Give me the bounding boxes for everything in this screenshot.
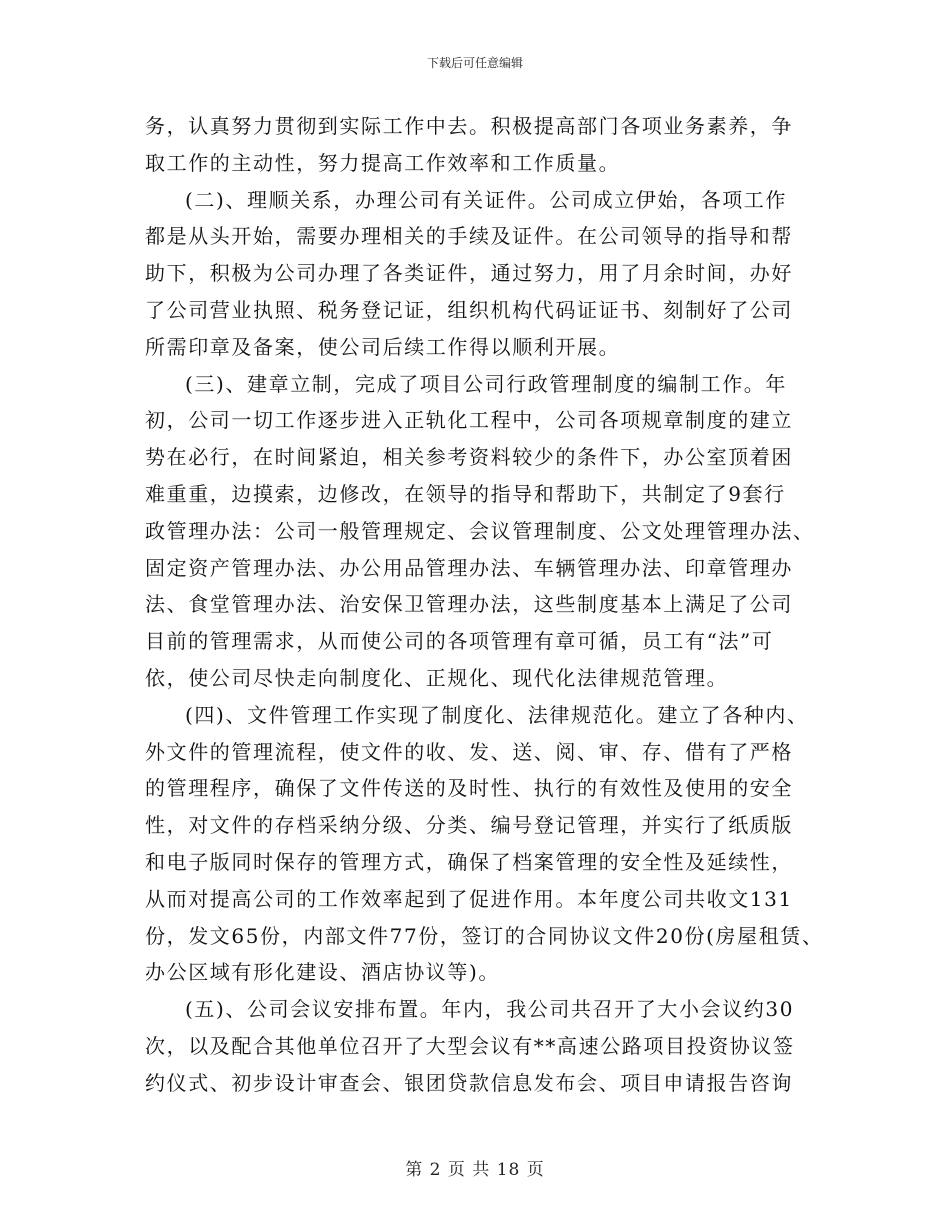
page-footer: 第 2 页 共 18 页	[405, 1160, 545, 1180]
text-line: 取工作的主动性，努力提高工作效率和工作质量。	[145, 150, 621, 175]
text-line: 固定资产管理办法、办公用品管理办法、车辆管理办法、印章管理办	[145, 555, 793, 580]
text-line: 政管理办法：公司一般管理规定、会议管理制度、公文处理管理办法、	[145, 518, 815, 543]
text-line: (二)、理顺关系，办理公司有关证件。公司成立伊始，各项工作	[185, 187, 788, 212]
text-line: 性，对文件的存档采纳分级、分类、编号登记管理，并实行了纸质版	[145, 813, 793, 838]
text-line: 初，公司一切工作逐步进入正轨化工程中，公司各项规章制度的建立	[145, 408, 793, 433]
text-line: 办公区域有形化建设、酒店协议等)。	[145, 960, 501, 985]
document-body	[145, 108, 835, 1102]
text-line: 都是从头开始，需要办理相关的手续及证件。在公司领导的指导和帮	[145, 224, 793, 249]
text-line: 了公司营业执照、税务登记证，组织机构代码证证书、刻制好了公司	[145, 297, 793, 322]
text-line: 和电子版同时保存的管理方式，确保了档案管理的安全性及延续性，	[145, 849, 793, 874]
text-line: (四)、文件管理工作实现了制度化、法律规范化。建立了各种内、	[185, 702, 809, 727]
text-line: 约仪式、初步设计审查会、银团贷款信息发布会、项目申请报告咨询	[145, 1070, 793, 1095]
text-line: 外文件的管理流程，使文件的收、发、送、阅、审、存、借有了严格	[145, 739, 793, 764]
text-line: 助下，积极为公司办理了各类证件，通过努力，用了月余时间，办好	[145, 261, 793, 286]
text-line: 法、食堂管理办法、治安保卫管理办法，这些制度基本上满足了公司	[145, 592, 793, 617]
text-line: 的管理程序，确保了文件传送的及时性、执行的有效性及使用的安全	[145, 776, 793, 801]
text-line: 份，发文65份，内部文件77份，签订的合同协议文件20份(房屋租赁、	[145, 923, 824, 948]
text-line: (三)、建章立制，完成了项目公司行政管理制度的编制工作。年	[185, 371, 788, 396]
text-line: 所需印章及备案，使公司后续工作得以顺利开展。	[145, 334, 621, 359]
text-line: 目前的管理需求，从而使公司的各项管理有章可循，员工有“法”可	[145, 629, 774, 654]
text-line: (五)、公司会议安排布置。年内，我公司共召开了大小会议约30	[185, 997, 795, 1022]
text-line: 务，认真努力贯彻到实际工作中去。积极提高部门各项业务素养，争	[145, 114, 793, 138]
text-line: 难重重，边摸索，边修改，在领导的指导和帮助下，共制定了9套行	[145, 481, 786, 506]
text-line: 次，以及配合其他单位召开了大型会议有**高速公路项目投资协议签	[145, 1033, 795, 1058]
text-line: 势在必行，在时间紧迫，相关参考资料较少的条件下，办公室顶着困	[145, 445, 793, 470]
text-line: 从而对提高公司的工作效率起到了促进作用。本年度公司共收文131	[145, 886, 793, 911]
page-header: 下载后可任意编辑	[426, 56, 523, 70]
text-line: 依，使公司尽快走向制度化、正规化、现代化法律规范管理。	[145, 665, 729, 690]
